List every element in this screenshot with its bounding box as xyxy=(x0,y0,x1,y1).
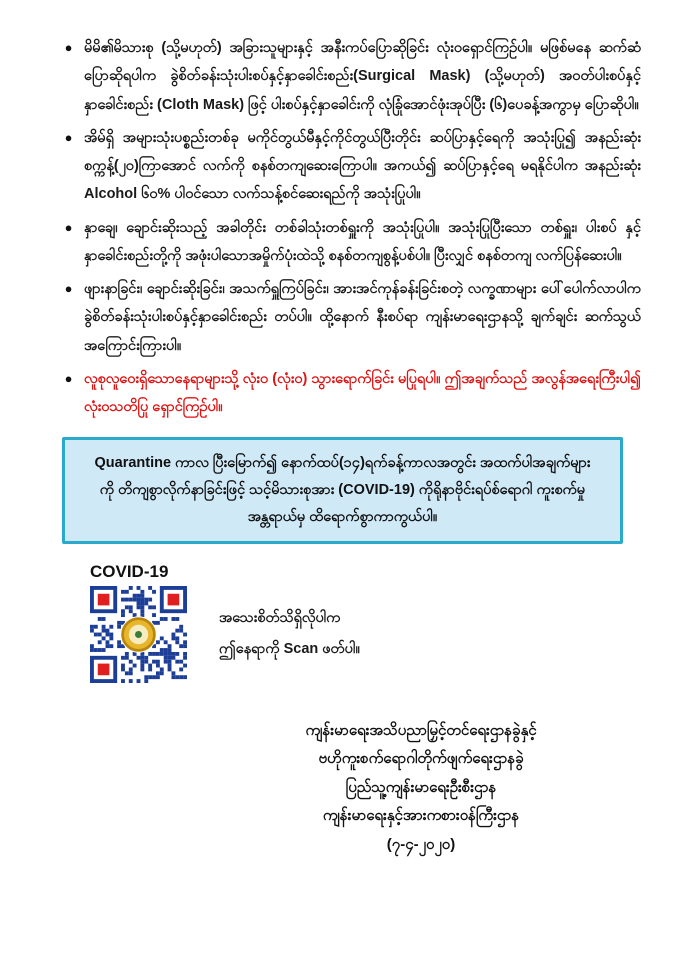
signature-line-3: ပြည်သူ့ကျန်းမာရေးဦးစီးဌာန xyxy=(345,778,497,796)
covid-19-label: COVID-19 xyxy=(90,561,169,581)
bullet-text: လူစုလူဝေးရှိသောနေရာများသို့ လုံးဝ (လုံးဝ) သွားရောက်ခြင်း မပြုရပါ။ ဤအချက်သည် အလွန်အရေးကြီးပါ၍ လုံးဝသတိပြု ရှောင်ကြဉ်ပါ။ xyxy=(84,370,641,416)
bullet-text: နှာချေ၊ ချောင်းဆိုးသည့် အခါတိုင်း တစ်ခါသုံးတစ်ရှူးကို အသုံးပြုပါ။ အသုံးပြုပြီးသော တစ်ရှူး၊ ပါးစပ် နှင့် နှာခေါင်းစည်းတို့ကို အဖုံးပါသောအမှိုက်ပုံးထဲသို့ စနစ်တကျစွန့်ပစ်ပါ။ ပြီးလျှင် စနစ်တကျ လက်ပြန်ဆေးပါ။ xyxy=(84,219,641,264)
signature-date: (၇-၄-၂၀၂၀) xyxy=(386,835,456,853)
advice-bullet-list xyxy=(62,34,641,421)
qr-caption-line1: အသေးစိတ်သိရှိလိုပါက xyxy=(219,610,341,627)
qr-row xyxy=(90,586,641,683)
qr-section xyxy=(62,562,641,683)
signature-block xyxy=(221,717,621,860)
bullet-symptoms-contact xyxy=(62,275,641,360)
quarantine-callout-text: Quarantine ကာလ ပြီးမြောက်၍ နောက်ထပ်(၁၄)ရက်ခန့်ကာလအတွင်း အထက်ပါအချက်များကို တိကျစွာလိုက်နာခြင်းဖြင့် သင့်မိသားစုအား (COVID-19) ကိုရိုနာဗိုင်းရပ်စ်ရောဂါ ကူးစက်မှုအန္တရာယ်မှ ထိရောက်စွာကာကွယ်ပါ။ xyxy=(94,455,591,526)
signature-line-4: ကျန်းမာရေးနှင့်အားကစားဝန်ကြီးဌာန xyxy=(322,807,520,825)
signature-line-2: ဗဟိုကူးစက်ရောဂါတိုက်ဖျက်ရေးဌာနခွဲ xyxy=(318,750,524,768)
bullet-dot-icon: ● xyxy=(64,370,73,386)
bullet-text: ဖျားနာခြင်း၊ ချောင်းဆိုးခြင်း၊ အသက်ရှူကြပ်ခြင်း၊ အားအင်ကုန်ခန်းခြင်းစတဲ့ လက္ခဏာများ ပေါ်ပေါက်လာပါက ခွဲစိတ်ခန်းသုံးပါးစပ်နှင့်နှာခေါင်းစည်း တပ်ပါ။ ထို့နောက် နီးစပ်ရာ ကျန်းမာရေးဌာနသို့ ချက်ချင်း ဆက်သွယ်အကြောင်းကြားပါ။ xyxy=(84,281,641,354)
qr-code-icon xyxy=(90,586,187,683)
bullet-hand-washing xyxy=(62,124,641,209)
bullet-dot-icon: ● xyxy=(64,281,73,297)
bullet-text: အိမ်ရှိ အများသုံးပစ္စည်းတစ်ခု မကိုင်တွယ်မီနှင့်ကိုင်တွယ်ပြီးတိုင်း ဆပ်ပြာနှင့်ရေကို အသုံးပြု၍ အနည်းဆုံး စက္ကန့်(၂၀)ကြာအောင် လက်ကို စနစ်တကျဆေးကြောပါ။ အကယ်၍ ဆပ်ပြာနှင့်ရေ မရနိုင်ပါက အနည်းဆုံး Alcohol ၆၀% ပါဝင်သော လက်သန့်စင်ဆေးရည်ကို အသုံးပြုပါ။ xyxy=(84,129,641,203)
bullet-distancing-mask xyxy=(62,34,641,119)
bullet-text: မိမိ၏မိသားစု (သို့မဟုတ်) အခြားသူများနှင့် အနီးကပ်ပြောဆိုခြင်း လုံးဝရှောင်ကြဉ်ပါ။ မဖြစ်မနေ ဆက်ဆံပြောဆိုရပါက ခွဲစိတ်ခန်းသုံးပါးစပ်နှင့်နှာခေါင်းစည်း(Surgical Mask) (သို့မဟုတ်) အဝတ်ပါးစပ်နှင့်နှာခေါင်းစည်း (Cloth Mask) ဖြင့် ပါးစပ်နှင့်နှာခေါင်းကို လုံခြုံအောင်ဖုံးအုပ်ပြီး (၆)ပေခန့်အကွာမှ ပြောဆိုပါ။ xyxy=(84,40,641,113)
qr-caption xyxy=(219,603,360,665)
qr-caption-line2: ဤနေရာကို Scan ဖတ်ပါ။ xyxy=(219,641,360,658)
quarantine-callout-box xyxy=(62,437,623,543)
bullet-dot-icon: ● xyxy=(64,129,73,145)
bullet-avoid-crowds-warning xyxy=(62,365,641,422)
bullet-dot-icon: ● xyxy=(64,219,73,235)
bullet-tissue-disposal xyxy=(62,214,641,271)
signature-line-1: ကျန်းမာရေးအသိပညာမြှင့်တင်ရေးဌာနခွဲနှင့် xyxy=(305,721,537,739)
bullet-dot-icon: ● xyxy=(64,40,73,55)
